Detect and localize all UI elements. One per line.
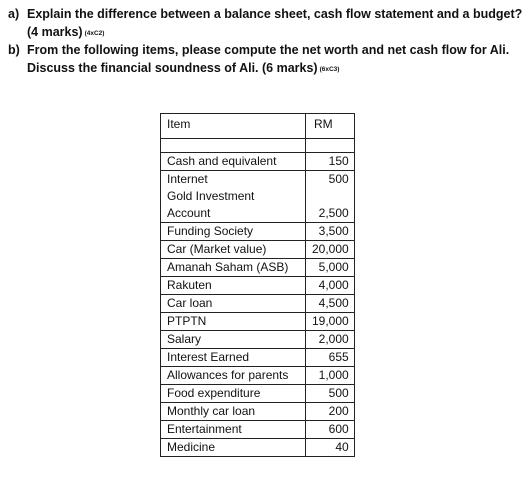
item-cell: Internet: [161, 171, 306, 189]
value-cell: 4,500: [306, 295, 355, 313]
table-row: [161, 241, 355, 259]
question-b-marker: b): [8, 43, 20, 57]
item-cell: Salary: [161, 331, 306, 349]
question-b-body: From the following items, please compute the net worth and net cash flow for Ali. Discuss the financial soundness of Ali. (6 marks): [27, 43, 510, 75]
table-row: [161, 385, 355, 403]
table-row: [161, 171, 355, 189]
table-row: [161, 188, 355, 205]
value-cell: 4,000: [306, 277, 355, 295]
value-cell: 40: [306, 439, 355, 457]
value-cell: 600: [306, 421, 355, 439]
item-cell: Funding Society: [161, 223, 306, 241]
value-cell: 3,500: [306, 223, 355, 241]
table-header-row: [161, 114, 355, 139]
value-cell: 2,500: [306, 205, 355, 223]
table-row: [161, 349, 355, 367]
question-a: [8, 5, 524, 43]
value-cell: 20,000: [306, 241, 355, 259]
header-rm: RM: [306, 114, 355, 139]
table-row: [161, 313, 355, 331]
header-item: Item: [161, 114, 306, 139]
value-cell: 500: [306, 385, 355, 403]
question-a-code: (4xC2): [84, 30, 105, 37]
item-cell: Interest Earned: [161, 349, 306, 367]
question-b-text: [27, 41, 524, 79]
item-cell: Cash and equivalent: [161, 153, 306, 171]
item-cell: Medicine: [161, 439, 306, 457]
table-row: [161, 205, 355, 223]
spacer-cell: [161, 139, 306, 153]
value-cell: 1,000: [306, 367, 355, 385]
value-cell: 5,000: [306, 259, 355, 277]
table-spacer-row: [161, 139, 355, 153]
question-a-text: [27, 5, 524, 43]
item-cell: Allowances for parents: [161, 367, 306, 385]
item-cell: Entertainment: [161, 421, 306, 439]
question-a-body: Explain the difference between a balance sheet, cash flow statement and a budget? (4 marks): [27, 7, 523, 39]
value-cell: 655: [306, 349, 355, 367]
table-row: [161, 153, 355, 171]
item-cell: PTPTN: [161, 313, 306, 331]
question-a-marker: a): [8, 7, 20, 21]
item-cell: Food expenditure: [161, 385, 306, 403]
question-b-code: (6xC3): [319, 66, 340, 73]
value-cell: 2,000: [306, 331, 355, 349]
spacer-cell: [306, 139, 355, 153]
value-cell: 500: [306, 171, 355, 189]
table-row: [161, 331, 355, 349]
item-cell: Car (Market value): [161, 241, 306, 259]
question-b: [8, 41, 524, 79]
table-row: [161, 367, 355, 385]
item-cell: Car loan: [161, 295, 306, 313]
value-cell: [306, 188, 355, 205]
item-cell: Amanah Saham (ASB): [161, 259, 306, 277]
value-cell: 200: [306, 403, 355, 421]
value-cell: 150: [306, 153, 355, 171]
item-cell: Gold Investment: [161, 188, 306, 205]
value-cell: 19,000: [306, 313, 355, 331]
table-row: [161, 421, 355, 439]
items-table: [160, 113, 355, 457]
table-row: [161, 277, 355, 295]
table-row: [161, 259, 355, 277]
table-row: [161, 295, 355, 313]
table-row: [161, 439, 355, 457]
item-cell: Monthly car loan: [161, 403, 306, 421]
item-cell: Account: [161, 205, 306, 223]
table-row: [161, 403, 355, 421]
item-cell: Rakuten: [161, 277, 306, 295]
table-row: [161, 223, 355, 241]
